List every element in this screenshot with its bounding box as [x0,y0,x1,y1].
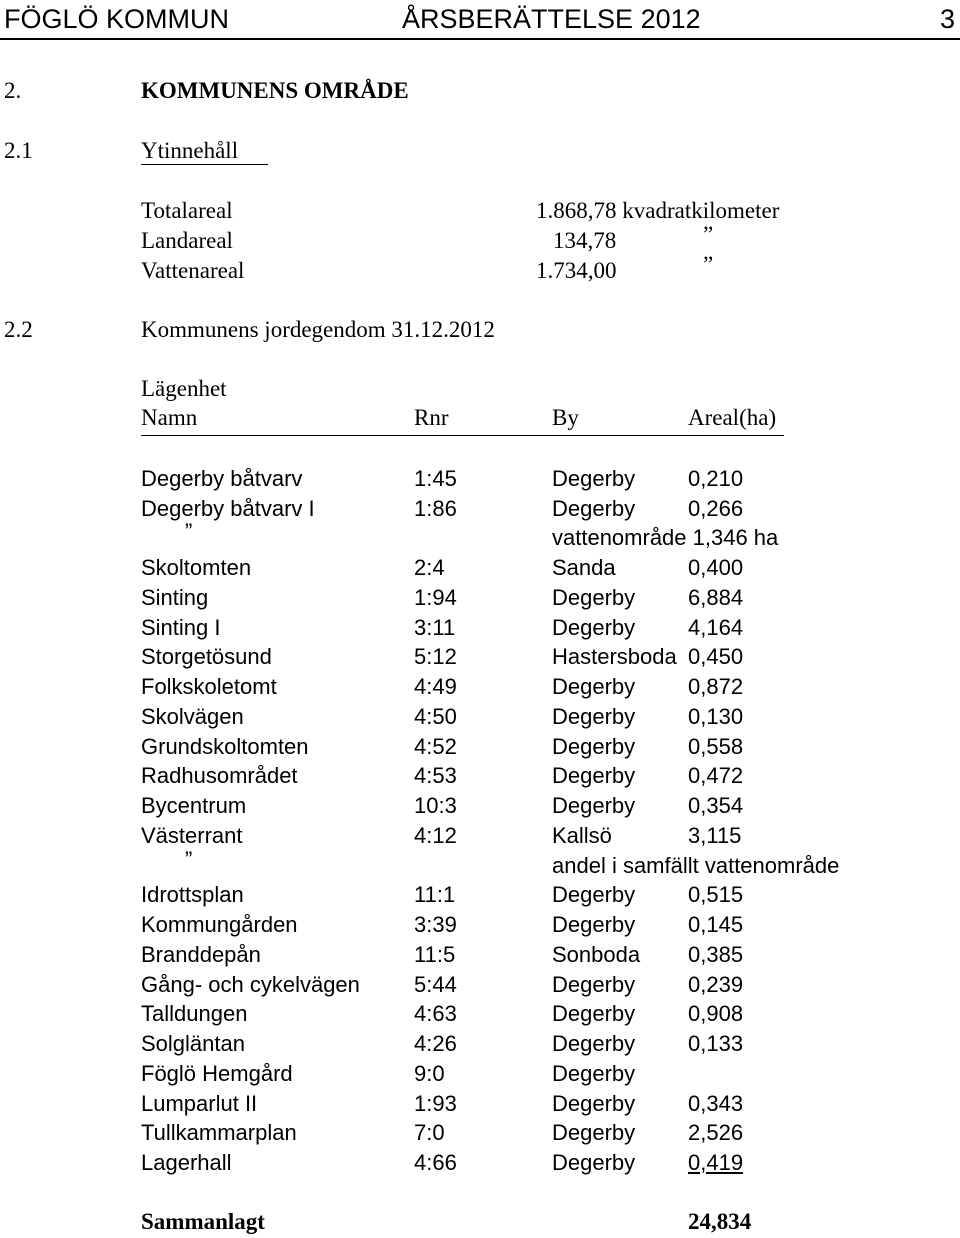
table-row [0,704,960,734]
header-report-title: ÅRSBERÄTTELSE 2012 [402,4,701,34]
row-area: 0,239 [688,972,744,997]
row-by: Hastersboda [552,644,677,669]
table-row [0,466,960,496]
row-name: Gång- och cykelvägen [141,972,360,997]
table-row [0,1031,960,1061]
table-row [0,496,960,526]
row-area: 0,450 [688,644,744,669]
row-rnr: 4:26 [414,1031,457,1056]
column-name: Namn [141,405,198,430]
row-name: Lumparlut II [141,1091,258,1116]
row-by: Degerby [552,882,636,907]
area-label-total: Totalareal [141,198,233,223]
row-name: Bycentrum [141,793,247,818]
area-ditto-land: ” [703,222,714,247]
section-2-2-title: Kommunens jordegendom 31.12.2012 [141,317,495,342]
row-rnr: 9:0 [414,1061,445,1086]
table-group-label: Lägenhet [141,376,227,401]
section-2-number: 2. [4,78,22,103]
row-name: Lagerhall [141,1150,232,1175]
row-rnr: 3:11 [414,615,456,640]
row-rnr: 5:44 [414,972,457,997]
row-rnr: 2:4 [414,555,445,580]
row-name: Sinting [141,585,209,610]
row-name: Talldungen [141,1001,248,1026]
row-area: 0,354 [688,793,744,818]
row-by: Degerby [552,496,636,521]
row-by: Degerby [552,793,636,818]
row-by: Degerby [552,1001,636,1026]
row-name: Tullkammarplan [141,1120,297,1145]
row-ditto: ” [185,847,193,872]
row-area: 2,526 [688,1120,744,1145]
row-rnr: 1:45 [414,466,457,491]
table-row [0,763,960,793]
row-area: 3,115 [688,823,742,848]
row-rnr: 4:63 [414,1001,457,1026]
row-by: Degerby [552,585,636,610]
row-area: 0,515 [688,882,744,907]
column-rnr: Rnr [414,405,449,430]
row-by: Degerby [552,615,636,640]
row-by: Degerby [552,674,636,699]
table-row [0,847,960,883]
table-row [0,942,960,972]
table-row [0,912,960,942]
row-ditto: ” [185,519,193,544]
area-value-water: 1.734,00 [536,258,617,283]
row-area: 0,908 [688,1001,744,1026]
row-name: Storgetösund [141,644,272,669]
row-area: 0,385 [688,942,744,967]
row-name: Sinting I [141,615,221,640]
table-row [0,1091,960,1121]
header-municipality: FÖGLÖ KOMMUN [4,4,230,34]
row-rnr: 1:94 [414,585,457,610]
table-row [0,585,960,615]
table-row [0,1061,960,1091]
page-number: 3 [940,4,956,34]
row-area: 0,210 [688,466,744,491]
row-by: Degerby [552,704,636,729]
row-rnr: 10:3 [414,793,457,818]
row-name: Solgläntan [141,1031,245,1056]
row-name: Föglö Hemgård [141,1061,293,1086]
row-by: Degerby [552,1150,636,1175]
row-by: Degerby [552,912,636,937]
row-rnr: 4:52 [414,734,457,759]
row-by: Sonboda [552,942,641,967]
row-rnr: 1:93 [414,1091,457,1116]
table-row [0,555,960,585]
section-2-1-number: 2.1 [4,138,33,163]
row-rnr: 11:1 [414,882,456,907]
row-name: Folkskoletomt [141,674,277,699]
row-by: Degerby [552,1120,636,1145]
area-value-total: 1.868,78 kvadratkilometer [536,198,780,223]
row-rnr: 4:66 [414,1150,457,1175]
row-by: Degerby [552,734,636,759]
table-row [0,519,960,555]
row-area: 0,343 [688,1091,744,1116]
section-2-title: KOMMUNENS OMRÅDE [141,78,409,103]
row-area: 0,400 [688,555,744,580]
area-value-land: 134,78 [553,228,617,253]
header-divider [0,38,960,40]
row-area: 0,266 [688,496,744,521]
area-label-water: Vattenareal [141,258,245,283]
row-rnr: 1:86 [414,496,457,521]
row-area: 0,472 [688,763,744,788]
row-name: Idrottsplan [141,882,244,907]
row-note: andel i samfällt vattenområde [552,853,840,878]
table-row [0,882,960,912]
table-row [0,972,960,1002]
table-column-header [141,405,784,436]
row-name: Radhusområdet [141,763,298,788]
row-note: vattenområde 1,346 ha [552,525,779,550]
row-name: Skolvägen [141,704,244,729]
row-name: Branddepån [141,942,261,967]
row-area: 0,872 [688,674,744,699]
row-area: 0,130 [688,704,744,729]
row-area: 0,145 [688,912,744,937]
area-label-land: Landareal [141,228,233,253]
table-row [0,1120,960,1150]
table-row [0,615,960,645]
row-area: 0,558 [688,734,744,759]
row-name: Grundskoltomten [141,734,309,759]
row-by: Kallsö [552,823,612,848]
row-rnr: 11:5 [414,942,456,967]
row-area-last: 0,419 [688,1150,744,1175]
row-name: Degerby båtvarv I [141,496,315,521]
row-name: Västerrant [141,823,243,848]
row-rnr: 5:12 [414,644,457,669]
section-2-2-number: 2.2 [4,317,33,342]
row-area: 6,884 [688,585,744,610]
table-row [0,1001,960,1031]
row-rnr: 4:50 [414,704,457,729]
row-rnr: 7:0 [414,1120,445,1145]
row-by: Degerby [552,972,636,997]
row-rnr: 4:49 [414,674,457,699]
area-ditto-water: ” [703,252,714,277]
row-area: 4,164 [688,615,744,640]
row-by: Degerby [552,763,636,788]
row-by: Degerby [552,1061,636,1086]
row-name: Skoltomten [141,555,252,580]
table-row [0,823,960,853]
table-row [0,674,960,704]
row-name: Kommungården [141,912,298,937]
row-area: 0,133 [688,1031,744,1056]
column-by: By [552,405,579,430]
row-rnr: 4:53 [414,763,457,788]
row-by: Degerby [552,1091,636,1116]
row-rnr: 4:12 [414,823,457,848]
table-row [0,1150,960,1180]
row-by: Sanda [552,555,616,580]
table-row [0,644,960,674]
total-label: Sammanlagt [141,1209,265,1234]
row-rnr: 3:39 [414,912,457,937]
total-value: 24,834 [688,1209,752,1234]
row-name: Degerby båtvarv [141,466,303,491]
row-by: Degerby [552,1031,636,1056]
section-2-1-title: Ytinnehåll [141,138,268,165]
table-row [0,793,960,823]
column-area: Areal(ha) [688,405,777,430]
row-by: Degerby [552,466,636,491]
table-row [0,734,960,764]
